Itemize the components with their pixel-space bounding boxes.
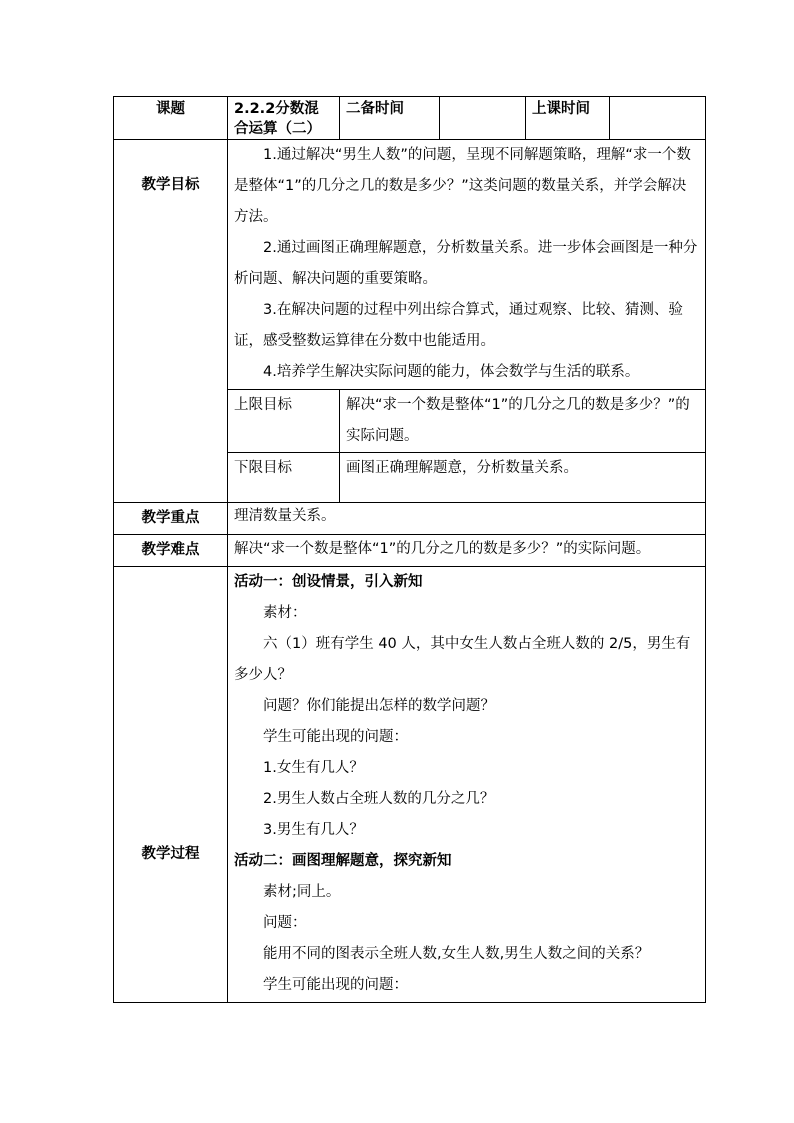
objectives-text — [228, 140, 706, 390]
upper-goal-label: 上限目标 — [228, 390, 340, 453]
process-line: 素材;同上。 — [263, 884, 341, 900]
objectives-row — [114, 140, 706, 390]
upper-goal-value: 解决“求一个数是整体“1”的几分之几的数是多少？”的实际问题。 — [340, 390, 706, 453]
process-label: 教学过程 — [114, 567, 228, 1003]
process-line: 能用不同的图表示全班人数,女生人数,男生人数之间的关系？ — [263, 946, 650, 962]
lower-goal-value: 画图正确理解题意，分析数量关系。 — [340, 453, 706, 503]
process-row — [114, 567, 706, 1003]
class-time-value — [610, 97, 706, 140]
process-line: 学生可能出现的问题： — [263, 729, 408, 745]
process-line: 问题？你们能提出怎样的数学问题？ — [263, 698, 495, 714]
process-line: 1.女生有几人？ — [263, 760, 364, 776]
activity-2-title: 活动二：画图理解题意，探究新知 — [234, 853, 452, 869]
difficulty-row — [114, 535, 706, 567]
objective-2: 2.通过画图正确理解题意，分析数量关系。进一步体会画图是一种分析问题、解决问题的重要策略。 — [234, 240, 698, 287]
objectives-label: 教学目标 — [114, 140, 228, 503]
objective-3: 3.在解决问题的过程中列出综合算式，通过观察、比较、猜测、验证，感受整数运算律在分数中也能适用。 — [234, 302, 683, 349]
difficulty-value: 解决“求一个数是整体“1”的几分之几的数是多少？”的实际问题。 — [228, 535, 706, 567]
process-line: 素材： — [263, 605, 307, 621]
header-row — [114, 97, 706, 140]
objective-1: 1.通过解决“男生人数”的问题，呈现不同解题策略，理解“求一个数是整体“1”的几分之几的数是多少？”这类问题的数量关系，并学会解决方法。 — [234, 147, 691, 225]
process-line: 2.男生人数占全班人数的几分之几？ — [263, 791, 495, 807]
objective-4: 4.培养学生解决实际问题的能力，体会数学与生活的联系。 — [263, 364, 640, 380]
lower-goal-label: 下限目标 — [228, 453, 340, 503]
topic-label: 课题 — [114, 97, 228, 140]
process-line: 问题： — [263, 915, 307, 931]
topic-value: 2.2.2分数混合运算（二） — [228, 97, 340, 140]
lesson-plan-table — [113, 96, 706, 1003]
key-point-row — [114, 503, 706, 535]
key-point-value: 理清数量关系。 — [228, 503, 706, 535]
process-content — [228, 567, 706, 1003]
prep-time-label: 二备时间 — [340, 97, 440, 140]
process-line: 六（1）班有学生 40 人，其中女生人数占全班人数的 2/5，男生有多少人？ — [234, 636, 691, 683]
difficulty-label: 教学难点 — [114, 535, 228, 567]
activity-1-title: 活动一：创设情景，引入新知 — [234, 574, 423, 590]
key-point-label: 教学重点 — [114, 503, 228, 535]
process-line: 学生可能出现的问题： — [263, 977, 408, 993]
prep-time-value — [440, 97, 526, 140]
class-time-label: 上课时间 — [526, 97, 610, 140]
process-line: 3.男生有几人？ — [263, 822, 364, 838]
